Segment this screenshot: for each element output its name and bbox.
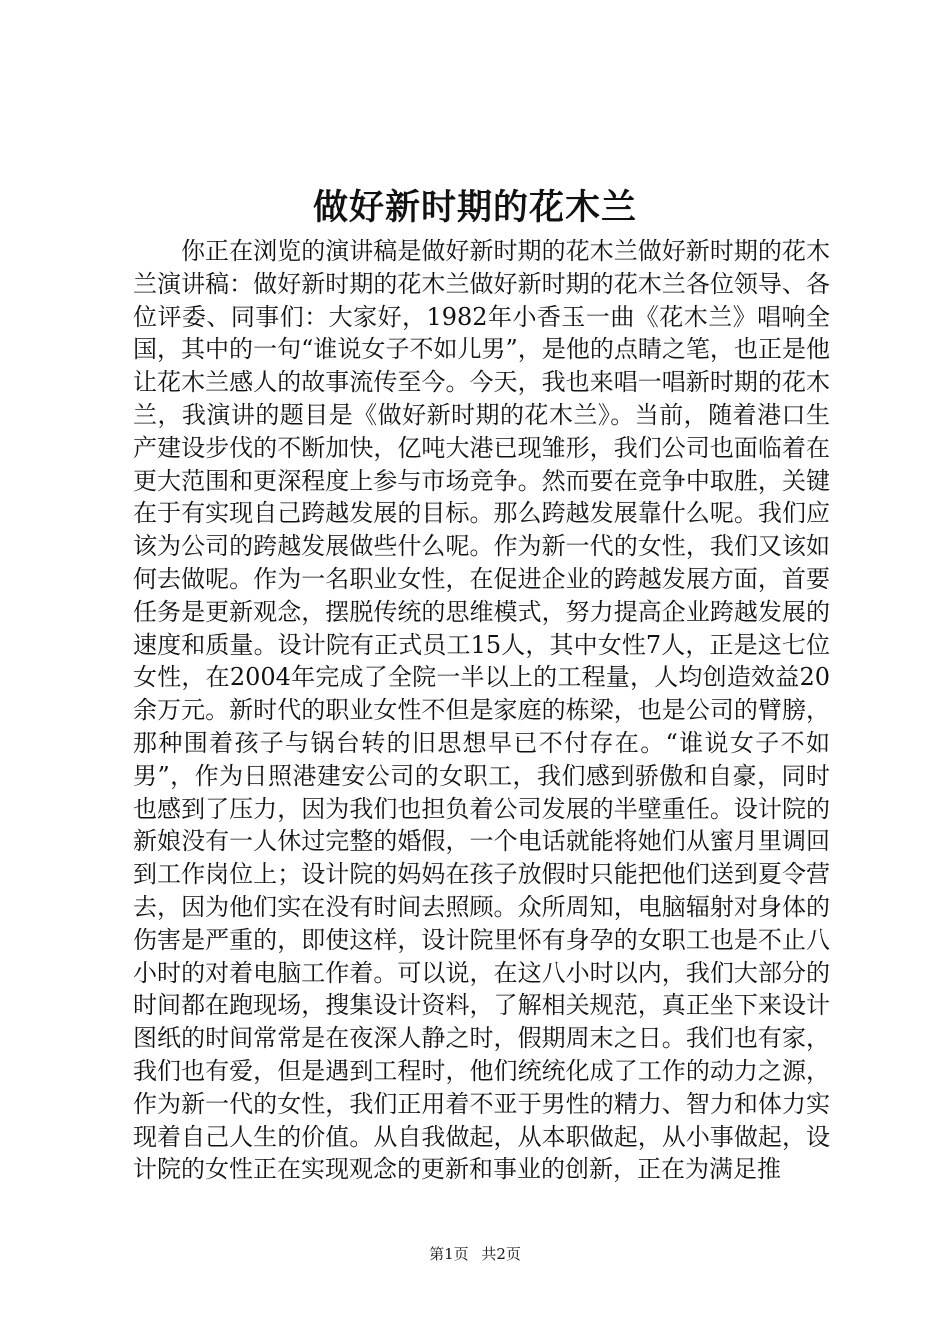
- body-paragraph: 你正在浏览的演讲稿是做好新时期的花木兰做好新时期的花木兰演讲稿：做好新时期的花木兰做好新时期的花木兰各位领导、各位评委、同事们：大家好，1982年小香玉一曲《花木兰》唱响全国，其中的一句“谁说女子不如儿男”，是他的点睛之笔，也正是他让花木兰感人的故事流传至今。今天，我也来唱一唱新时期的花木兰，我演讲的题目是《做好新时期的花木兰》。当前，随着港口生产建设步伐的不断加快，亿吨大港已现雏形，我们公司也面临着在更大范围和更深程度上参与市场竞争。然而要在竞争中取胜，关键在于有实现自己跨越发展的目标。那么跨越发展靠什么呢。我们应该为公司的跨越发展做些什么呢。作为新一代的女性，我们又该如何去做呢。作为一名职业女性，在促进企业的跨越发展方面，首要任务是更新观念，摆脱传统的思维模式，努力提高企业跨越发展的速度和质量。设计院有正式员工15人，其中女性7人，正是这七位女性，在2004年完成了全院一半以上的工程量，人均创造效益20余万元。新时代的职业女性不但是家庭的栋梁，也是公司的臂膀，那种围着孩子与锅台转的旧思想早已不付存在。“谁说女子不如男”，作为日照港建安公司的女职工，我们感到骄傲和自豪，同时也感到了压力，因为我们也担负着公司发展的半壁重任。设计院的新娘没有一人休过完整的婚假，一个电话就能将她们从蜜月里调回到工作岗位上；设计院的妈妈在孩子放假时只能把他们送到夏令营去，因为他们实在没有时间去照顾。众所周知，电脑辐射对身体的伤害是严重的，即使这样，设计院里怀有身孕的女职工也是不止八小时的对着电脑工作着。可以说，在这八小时以内，我们大部分的时间都在跑现场，搜集设计资料，了解相关规范，真正坐下来设计图纸的时间常常是在夜深人静之时，假期周末之日。我们也有家，我们也有爱，但是遇到工程时，他们统统化成了工作的动力之源，作为新一代的女性，我们正用着不亚于男性的精力、智力和体力实现着自己人生的价值。从自我做起，从本职做起，从小事做起，设计院的女性正在实现观念的更新和事业的创新，正在为满足推: [133, 237, 830, 1184]
- page-total: 共2页: [481, 1245, 521, 1263]
- page-number: 第1页: [429, 1245, 469, 1263]
- page-footer: [0, 1244, 950, 1264]
- document-title: 做好新时期的花木兰: [312, 187, 637, 228]
